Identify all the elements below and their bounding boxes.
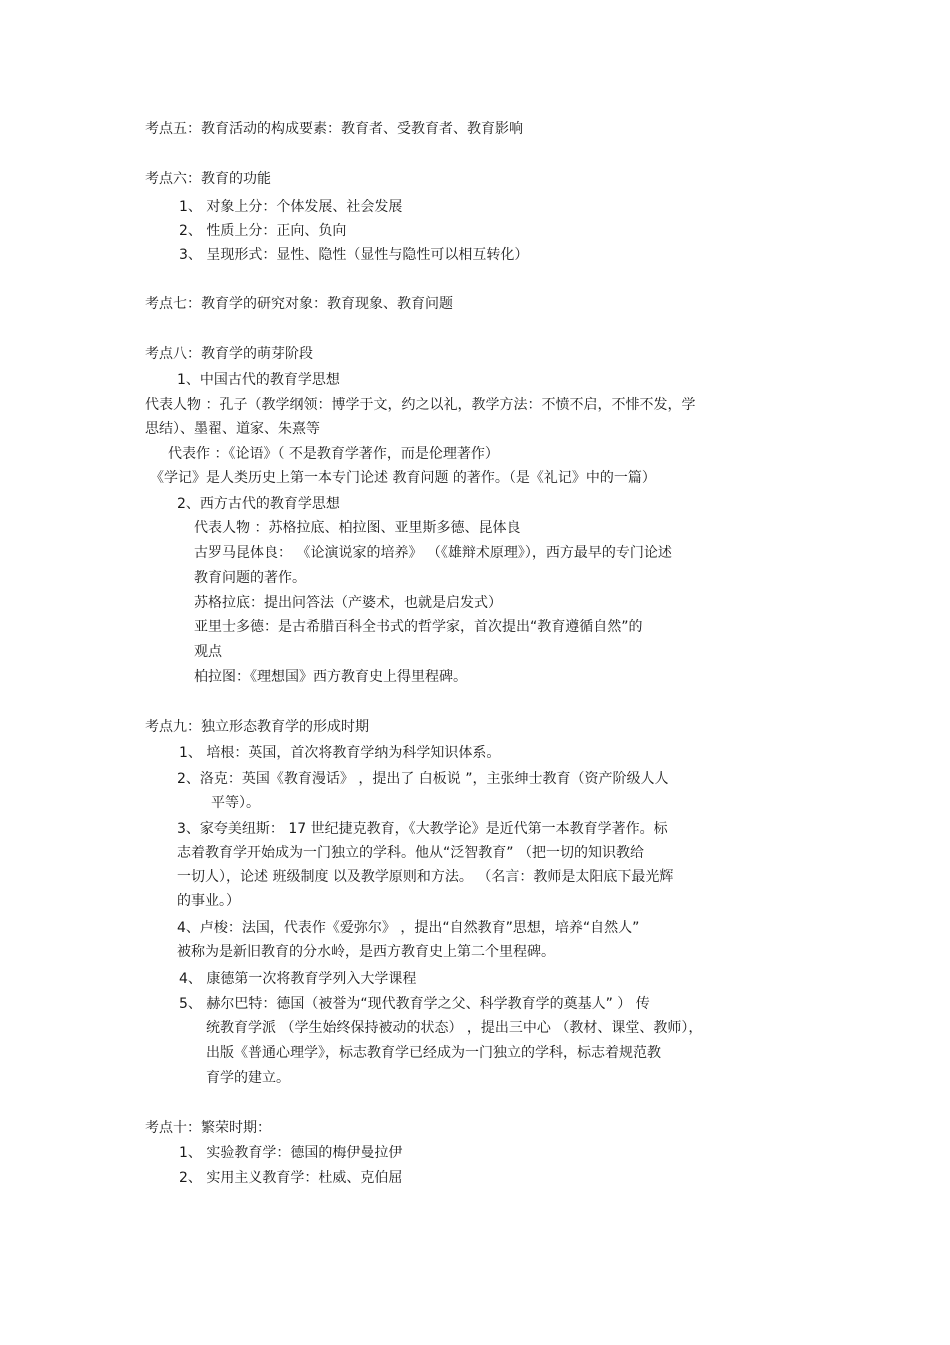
section-9-line: 4、 康德第一次将教育学列入大学课程 [179,971,417,987]
section-8-line: 苏格拉底：提出问答法（产婆术，也就是启发式） [194,595,502,611]
section-9-line: 平等）。 [211,795,260,811]
section-6-item: 2、 性质上分：正向、负向 [179,223,347,239]
section-9-line: 2、洛克：英国《教育漫话》 ，提出了 白板说 ”，主张绅士教育（资产阶级人人 [177,771,669,787]
section-8-line: 观点 [194,644,222,660]
section-8-line: 亚里士多德：是古希腊百科全书式的哲学家，首次提出“教育遵循自然”的 [194,619,643,635]
section-7-heading: 考点七：教育学的研究对象：教育现象、教育问题 [145,296,453,312]
section-10-heading: 考点十：繁荣时期： [145,1120,271,1136]
section-10-item: 1、 实验教育学：德国的梅伊曼拉伊 [179,1145,403,1161]
section-8-line: 思结）、墨翟、道家、朱熹等 [145,421,320,437]
section-8-heading: 考点八：教育学的萌芽阶段 [145,346,313,362]
section-8-line: 代表人物 ：孔子（教学纲领：博学于文，约之以礼，教学方法：不愤不启，不悱不发，学 [145,397,696,413]
section-9-line: 4、卢梭：法国，代表作《爱弥尔》 ，提出“自然教育”思想，培养“自然人” [177,920,640,936]
section-9-line: 育学的建立。 [206,1070,290,1086]
section-9-line: 统教育学派 （学生始终保持被动的状态） ，提出三中心 （教材、课堂、教师）， [206,1020,703,1036]
section-5-heading: 考点五：教育活动的构成要素：教育者、受教育者、教育影响 [145,121,523,137]
section-9-line: 5、 赫尔巴特：德国（被誉为“现代教育学之父、科学教育学的奠基人” ） 传 [179,996,650,1012]
section-9-line: 一切人），论述 班级制度 以及教学原则和方法。 （名言：教师是太阳底下最光辉 [177,869,674,885]
section-9-line: 志着教育学开始成为一门独立的学科。他从“泛智教育” （把一切的知识教给 [177,845,644,861]
section-8-subheading-west: 2、西方古代的教育学思想 [177,496,340,512]
section-8-line: 代表作 ：《论语》（ 不是教育学著作，而是伦理著作） [168,446,499,462]
section-9-heading: 考点九：独立形态教育学的形成时期 [145,719,369,735]
section-10-item: 2、 实用主义教育学：杜威、克伯屈 [179,1170,403,1186]
section-6-item: 3、 呈现形式：显性、隐性（显性与隐性可以相互转化） [179,247,529,263]
section-6-item: 1、 对象上分：个体发展、社会发展 [179,199,403,215]
section-8-line: 柏拉图：《理想国》西方教育史上得里程碑。 [194,669,467,685]
section-8-line: 《学记》是人类历史上第一本专门论述 教育问题 的著作。（是《礼记》中的一篇） [150,470,656,486]
section-9-line: 3、家夸美纽斯： 17 世纪捷克教育，《大教学论》是近代第一本教育学著作。标 [177,821,668,837]
section-8-line: 代表人物 ：苏格拉底、柏拉图、亚里斯多德、昆体良 [194,520,521,536]
section-9-line: 1、 培根：英国，首次将教育学纳为科学知识体系。 [179,745,501,761]
section-9-line: 出版《普通心理学》，标志教育学已经成为一门独立的学科，标志着规范教 [206,1045,661,1061]
section-9-line: 被称为是新旧教育的分水岭，是西方教育史上第二个里程碑。 [177,944,555,960]
section-8-line: 古罗马昆体良： 《论演说家的培养》 （《雄辩术原理》），西方最早的专门论述 [194,545,672,561]
section-9-line: 的事业。） [177,893,240,909]
section-6-heading: 考点六：教育的功能 [145,171,271,187]
section-8-subheading-china: 1、中国古代的教育学思想 [177,372,340,388]
section-8-line: 教育问题的著作。 [194,570,306,586]
